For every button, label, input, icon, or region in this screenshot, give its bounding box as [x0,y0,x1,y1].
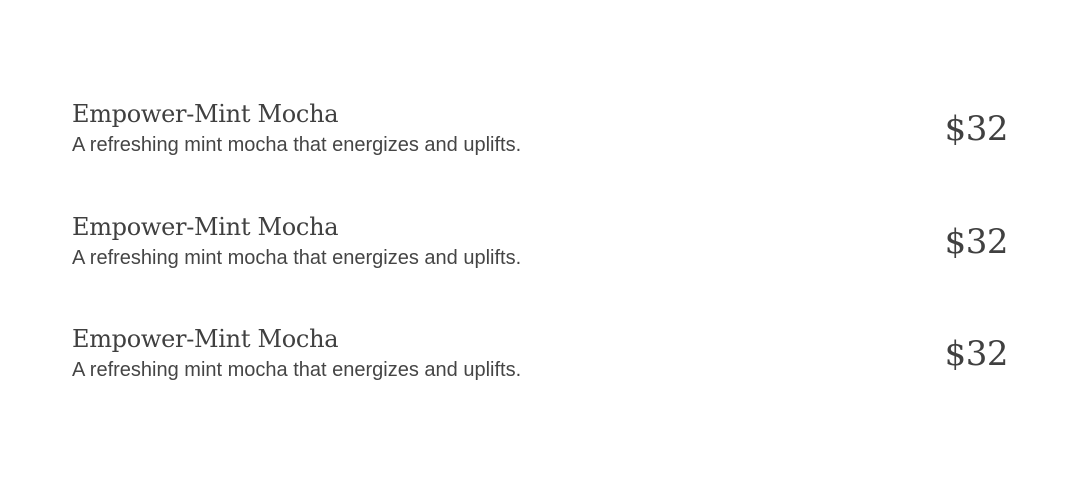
item-name: Empower-Mint Mocha [72,212,339,241]
item-description: A refreshing mint mocha that energizes and uplifts. [72,246,522,269]
item-price: $32 [944,334,1008,374]
item-description: A refreshing mint mocha that energizes and uplifts. [72,134,522,156]
item-price: $32 [944,109,1008,149]
item-price: $32 [944,221,1008,262]
menu-item [72,323,1008,436]
menu-list [72,98,1008,436]
menu-item [72,98,1008,211]
item-description: A refreshing mint mocha that energizes and uplifts. [72,359,522,381]
item-name: Empower-Mint Mocha [72,325,339,353]
menu-item [72,211,1008,324]
item-name: Empower-Mint Mocha [72,100,339,128]
